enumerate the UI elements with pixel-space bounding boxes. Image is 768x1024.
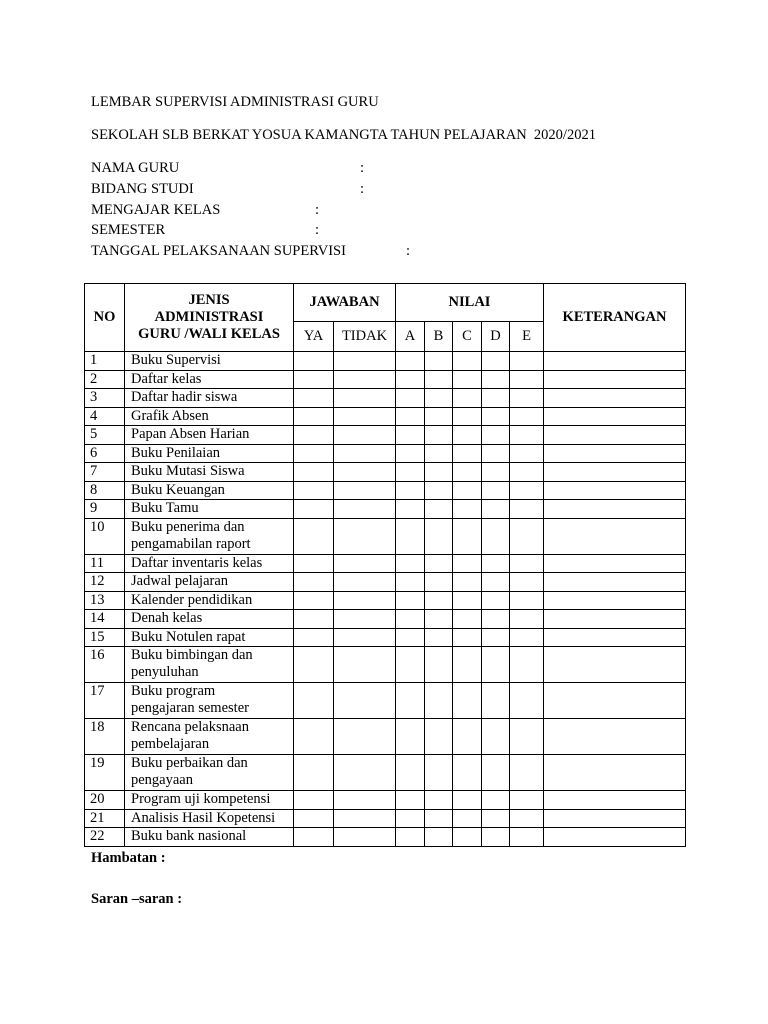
cell-ya[interactable]: [294, 573, 334, 592]
field-bidang-studi-colon: :: [360, 181, 365, 197]
cell-c[interactable]: [453, 647, 482, 683]
row-item-line1: Buku program: [131, 683, 216, 699]
cell-keterangan[interactable]: [544, 683, 686, 719]
cell-keterangan[interactable]: [544, 554, 686, 573]
cell-e[interactable]: [510, 755, 544, 791]
header-keterangan: KETERANGAN: [544, 284, 686, 352]
table-row: [85, 426, 686, 445]
cell-ya[interactable]: [294, 719, 334, 755]
row-no: 18: [85, 719, 125, 755]
cell-d[interactable]: [482, 518, 510, 554]
field-bidang-studi-label: BIDANG STUDI: [91, 181, 194, 197]
cell-ya[interactable]: [294, 809, 334, 828]
cell-b[interactable]: [425, 573, 453, 592]
cell-a[interactable]: [396, 444, 425, 463]
cell-ya[interactable]: [294, 647, 334, 683]
cell-e[interactable]: [510, 719, 544, 755]
cell-tidak[interactable]: [334, 573, 396, 592]
cell-keterangan[interactable]: [544, 610, 686, 629]
cell-c[interactable]: [453, 444, 482, 463]
cell-keterangan[interactable]: [544, 463, 686, 482]
row-no: 5: [85, 426, 125, 445]
cell-ya[interactable]: [294, 628, 334, 647]
table-row: [85, 370, 686, 389]
table-row: [85, 518, 686, 554]
cell-b[interactable]: [425, 647, 453, 683]
cell-keterangan[interactable]: [544, 647, 686, 683]
cell-a[interactable]: [396, 828, 425, 847]
row-item-line2: pengamabilan raport: [131, 535, 251, 552]
cell-tidak[interactable]: [334, 481, 396, 500]
cell-e[interactable]: [510, 389, 544, 408]
table-row: [85, 500, 686, 519]
header-jawaban: JAWABAN: [294, 284, 396, 322]
document-title: LEMBAR SUPERVISI ADMINISTRASI GURU: [91, 94, 379, 110]
row-item: [125, 755, 294, 791]
cell-c[interactable]: [453, 500, 482, 519]
header-jenis-line1: JENIS: [188, 292, 230, 308]
table-row: [85, 389, 686, 408]
cell-keterangan[interactable]: [544, 755, 686, 791]
row-item: Buku Tamu: [125, 500, 294, 519]
field-nama-guru-colon: :: [360, 160, 365, 176]
cell-a[interactable]: [396, 719, 425, 755]
cell-e[interactable]: [510, 610, 544, 629]
cell-keterangan[interactable]: [544, 791, 686, 810]
cell-ya[interactable]: [294, 481, 334, 500]
field-tanggal-label: TANGGAL PELAKSANAAN SUPERVISI: [91, 243, 346, 259]
cell-a[interactable]: [396, 426, 425, 445]
cell-a[interactable]: [396, 554, 425, 573]
cell-tidak[interactable]: [334, 647, 396, 683]
row-item-line2: penyuluhan: [131, 664, 199, 680]
cell-keterangan[interactable]: [544, 352, 686, 371]
cell-c[interactable]: [453, 719, 482, 755]
cell-a[interactable]: [396, 407, 425, 426]
header-nilai: NILAI: [396, 284, 544, 322]
cell-a[interactable]: [396, 389, 425, 408]
cell-keterangan[interactable]: [544, 426, 686, 445]
cell-tidak[interactable]: [334, 370, 396, 389]
cell-a[interactable]: [396, 463, 425, 482]
table-row: [85, 628, 686, 647]
row-no: 13: [85, 591, 125, 610]
cell-keterangan[interactable]: [544, 500, 686, 519]
field-semester-colon: :: [315, 222, 320, 238]
cell-keterangan[interactable]: [544, 370, 686, 389]
cell-keterangan[interactable]: [544, 828, 686, 847]
row-item: Grafik Absen: [125, 407, 294, 426]
cell-keterangan[interactable]: [544, 719, 686, 755]
row-no: 1: [85, 352, 125, 371]
cell-tidak[interactable]: [334, 809, 396, 828]
header-tidak: TIDAK: [334, 322, 396, 352]
cell-tidak[interactable]: [334, 518, 396, 554]
row-item: [125, 719, 294, 755]
row-item: Program uji kompetensi: [125, 791, 294, 810]
cell-e[interactable]: [510, 352, 544, 371]
row-no: 3: [85, 389, 125, 408]
cell-keterangan[interactable]: [544, 518, 686, 554]
row-no: 21: [85, 809, 125, 828]
cell-c[interactable]: [453, 389, 482, 408]
hambatan-label: Hambatan :: [91, 850, 166, 866]
cell-keterangan[interactable]: [544, 407, 686, 426]
cell-tidak[interactable]: [334, 426, 396, 445]
row-no: 11: [85, 554, 125, 573]
row-no: 9: [85, 500, 125, 519]
row-no: 16: [85, 647, 125, 683]
row-item: Papan Absen Harian: [125, 426, 294, 445]
cell-ya[interactable]: [294, 610, 334, 629]
cell-keterangan[interactable]: [544, 481, 686, 500]
cell-e[interactable]: [510, 500, 544, 519]
header-jenis-line3: GURU /WALI KELAS: [138, 326, 280, 342]
row-item-line1: Buku penerima dan: [131, 518, 245, 535]
cell-e[interactable]: [510, 828, 544, 847]
cell-b[interactable]: [425, 628, 453, 647]
cell-tidak[interactable]: [334, 352, 396, 371]
cell-d[interactable]: [482, 573, 510, 592]
cell-b[interactable]: [425, 463, 453, 482]
header-jenis-line2: ADMINISTRASI: [154, 309, 264, 325]
row-item: Buku Notulen rapat: [125, 628, 294, 647]
cell-d[interactable]: [482, 683, 510, 719]
cell-e[interactable]: [510, 426, 544, 445]
cell-c[interactable]: [453, 755, 482, 791]
header-nilai-d: D: [482, 322, 510, 352]
cell-e[interactable]: [510, 463, 544, 482]
row-item: Daftar hadir siswa: [125, 389, 294, 408]
row-item-line2: pembelajaran: [131, 736, 210, 752]
cell-b[interactable]: [425, 370, 453, 389]
cell-a[interactable]: [396, 647, 425, 683]
cell-c[interactable]: [453, 481, 482, 500]
cell-keterangan[interactable]: [544, 444, 686, 463]
row-item: Daftar kelas: [125, 370, 294, 389]
cell-d[interactable]: [482, 755, 510, 791]
row-item-line2: pengajaran semester: [131, 700, 249, 716]
row-item: Denah kelas: [125, 610, 294, 629]
cell-a[interactable]: [396, 573, 425, 592]
field-tanggal-colon: :: [406, 243, 411, 259]
row-no: 20: [85, 791, 125, 810]
cell-d[interactable]: [482, 444, 510, 463]
row-item: Buku Penilaian: [125, 444, 294, 463]
cell-keterangan[interactable]: [544, 389, 686, 408]
table-row: [85, 610, 686, 629]
cell-b[interactable]: [425, 755, 453, 791]
row-no: 4: [85, 407, 125, 426]
cell-a[interactable]: [396, 755, 425, 791]
cell-b[interactable]: [425, 481, 453, 500]
cell-b[interactable]: [425, 407, 453, 426]
cell-c[interactable]: [453, 791, 482, 810]
cell-keterangan[interactable]: [544, 628, 686, 647]
row-item: Kalender pendidikan: [125, 591, 294, 610]
cell-e[interactable]: [510, 791, 544, 810]
cell-e[interactable]: [510, 628, 544, 647]
cell-tidak[interactable]: [334, 389, 396, 408]
table-row: [85, 481, 686, 500]
cell-a[interactable]: [396, 352, 425, 371]
cell-c[interactable]: [453, 628, 482, 647]
cell-c[interactable]: [453, 352, 482, 371]
cell-b[interactable]: [425, 719, 453, 755]
school-line: SEKOLAH SLB BERKAT YOSUA KAMANGTA TAHUN PELAJARAN 2020/2021: [91, 127, 596, 143]
cell-e[interactable]: [510, 370, 544, 389]
cell-d[interactable]: [482, 809, 510, 828]
header-nilai-c: C: [453, 322, 482, 352]
cell-tidak[interactable]: [334, 407, 396, 426]
field-nama-guru-label: NAMA GURU: [91, 160, 180, 176]
cell-b[interactable]: [425, 828, 453, 847]
row-no: 22: [85, 828, 125, 847]
cell-tidak[interactable]: [334, 444, 396, 463]
cell-d[interactable]: [482, 463, 510, 482]
row-no: 8: [85, 481, 125, 500]
cell-a[interactable]: [396, 683, 425, 719]
cell-c[interactable]: [453, 463, 482, 482]
row-item-line1: Buku perbaikan dan: [131, 755, 248, 771]
cell-tidak[interactable]: [334, 683, 396, 719]
header-ya: YA: [294, 322, 334, 352]
cell-d[interactable]: [482, 407, 510, 426]
cell-b[interactable]: [425, 389, 453, 408]
cell-c[interactable]: [453, 683, 482, 719]
row-no: 6: [85, 444, 125, 463]
cell-e[interactable]: [510, 591, 544, 610]
cell-ya[interactable]: [294, 791, 334, 810]
cell-tidak[interactable]: [334, 610, 396, 629]
cell-b[interactable]: [425, 500, 453, 519]
cell-c[interactable]: [453, 518, 482, 554]
header-jenis-administrasi: [125, 284, 294, 352]
cell-a[interactable]: [396, 370, 425, 389]
cell-b[interactable]: [425, 809, 453, 828]
row-item-line1: Buku bimbingan dan: [131, 647, 253, 663]
cell-a[interactable]: [396, 610, 425, 629]
cell-e[interactable]: [510, 554, 544, 573]
field-mengajar-kelas-label: MENGAJAR KELAS: [91, 202, 221, 218]
cell-b[interactable]: [425, 426, 453, 445]
table-row: [85, 755, 686, 791]
cell-c[interactable]: [453, 610, 482, 629]
table-row: [85, 444, 686, 463]
cell-d[interactable]: [482, 828, 510, 847]
cell-d[interactable]: [482, 610, 510, 629]
cell-d[interactable]: [482, 554, 510, 573]
cell-tidak[interactable]: [334, 791, 396, 810]
cell-b[interactable]: [425, 444, 453, 463]
field-mengajar-kelas-colon: :: [315, 202, 320, 218]
cell-c[interactable]: [453, 407, 482, 426]
cell-c[interactable]: [453, 573, 482, 592]
cell-tidak[interactable]: [334, 591, 396, 610]
cell-d[interactable]: [482, 352, 510, 371]
table-row: [85, 683, 686, 719]
cell-e[interactable]: [510, 407, 544, 426]
row-no: 17: [85, 683, 125, 719]
row-no: 19: [85, 755, 125, 791]
row-no: 10: [85, 518, 125, 554]
cell-ya[interactable]: [294, 407, 334, 426]
cell-a[interactable]: [396, 481, 425, 500]
header-no: NO: [85, 284, 125, 352]
cell-tidak[interactable]: [334, 719, 396, 755]
table-row: [85, 791, 686, 810]
table-row: [85, 463, 686, 482]
cell-keterangan[interactable]: [544, 573, 686, 592]
cell-a[interactable]: [396, 591, 425, 610]
row-item-line2: pengayaan: [131, 772, 193, 788]
row-no: 7: [85, 463, 125, 482]
cell-d[interactable]: [482, 370, 510, 389]
cell-keterangan[interactable]: [544, 591, 686, 610]
cell-ya[interactable]: [294, 683, 334, 719]
cell-e[interactable]: [510, 481, 544, 500]
row-item: Jadwal pelajaran: [125, 573, 294, 592]
cell-ya[interactable]: [294, 591, 334, 610]
cell-ya[interactable]: [294, 370, 334, 389]
table-row: [85, 407, 686, 426]
cell-c[interactable]: [453, 426, 482, 445]
row-item: [125, 647, 294, 683]
cell-b[interactable]: [425, 791, 453, 810]
table-row: [85, 828, 686, 847]
table-row: [85, 647, 686, 683]
cell-e[interactable]: [510, 809, 544, 828]
row-item: Buku Mutasi Siswa: [125, 463, 294, 482]
cell-tidak[interactable]: [334, 828, 396, 847]
cell-ya[interactable]: [294, 828, 334, 847]
cell-a[interactable]: [396, 518, 425, 554]
row-no: 14: [85, 610, 125, 629]
cell-a[interactable]: [396, 628, 425, 647]
header-nilai-a: A: [396, 322, 425, 352]
cell-ya[interactable]: [294, 444, 334, 463]
cell-e[interactable]: [510, 444, 544, 463]
cell-e[interactable]: [510, 683, 544, 719]
cell-d[interactable]: [482, 591, 510, 610]
cell-c[interactable]: [453, 370, 482, 389]
cell-e[interactable]: [510, 573, 544, 592]
cell-ya[interactable]: [294, 755, 334, 791]
row-no: 2: [85, 370, 125, 389]
cell-d[interactable]: [482, 481, 510, 500]
row-item: Analisis Hasil Kopetensi: [125, 809, 294, 828]
cell-ya[interactable]: [294, 389, 334, 408]
table-row: [85, 573, 686, 592]
header-nilai-b: B: [425, 322, 453, 352]
cell-e[interactable]: [510, 647, 544, 683]
cell-b[interactable]: [425, 518, 453, 554]
row-no: 15: [85, 628, 125, 647]
row-no: 12: [85, 573, 125, 592]
cell-b[interactable]: [425, 352, 453, 371]
cell-c[interactable]: [453, 828, 482, 847]
cell-d[interactable]: [482, 426, 510, 445]
cell-ya[interactable]: [294, 500, 334, 519]
cell-tidak[interactable]: [334, 554, 396, 573]
cell-a[interactable]: [396, 500, 425, 519]
cell-b[interactable]: [425, 554, 453, 573]
cell-tidak[interactable]: [334, 463, 396, 482]
cell-d[interactable]: [482, 500, 510, 519]
row-item-line1: Rencana pelaksnaan: [131, 719, 249, 735]
table-row: [85, 591, 686, 610]
cell-a[interactable]: [396, 791, 425, 810]
cell-keterangan[interactable]: [544, 809, 686, 828]
row-item: Buku bank nasional: [125, 828, 294, 847]
header-nilai-e: E: [510, 322, 544, 352]
cell-ya[interactable]: [294, 518, 334, 554]
cell-b[interactable]: [425, 683, 453, 719]
cell-d[interactable]: [482, 389, 510, 408]
saran-label: Saran –saran :: [91, 891, 183, 907]
table-row: [85, 719, 686, 755]
row-item: Buku Keuangan: [125, 481, 294, 500]
cell-ya[interactable]: [294, 554, 334, 573]
cell-a[interactable]: [396, 809, 425, 828]
table-row: [85, 352, 686, 371]
row-item: [125, 518, 294, 554]
row-item: [125, 683, 294, 719]
row-item: Daftar inventaris kelas: [125, 554, 294, 573]
cell-ya[interactable]: [294, 426, 334, 445]
cell-d[interactable]: [482, 647, 510, 683]
table-row: [85, 809, 686, 828]
cell-e[interactable]: [510, 518, 544, 554]
table-row: [85, 554, 686, 573]
field-semester-label: SEMESTER: [91, 222, 166, 238]
supervision-table: [84, 283, 686, 847]
cell-c[interactable]: [453, 809, 482, 828]
cell-b[interactable]: [425, 591, 453, 610]
cell-ya[interactable]: [294, 463, 334, 482]
cell-c[interactable]: [453, 554, 482, 573]
cell-b[interactable]: [425, 610, 453, 629]
cell-d[interactable]: [482, 791, 510, 810]
cell-tidak[interactable]: [334, 755, 396, 791]
cell-d[interactable]: [482, 719, 510, 755]
cell-ya[interactable]: [294, 352, 334, 371]
row-item: Buku Supervisi: [125, 352, 294, 371]
cell-tidak[interactable]: [334, 628, 396, 647]
cell-c[interactable]: [453, 591, 482, 610]
cell-tidak[interactable]: [334, 500, 396, 519]
cell-d[interactable]: [482, 628, 510, 647]
